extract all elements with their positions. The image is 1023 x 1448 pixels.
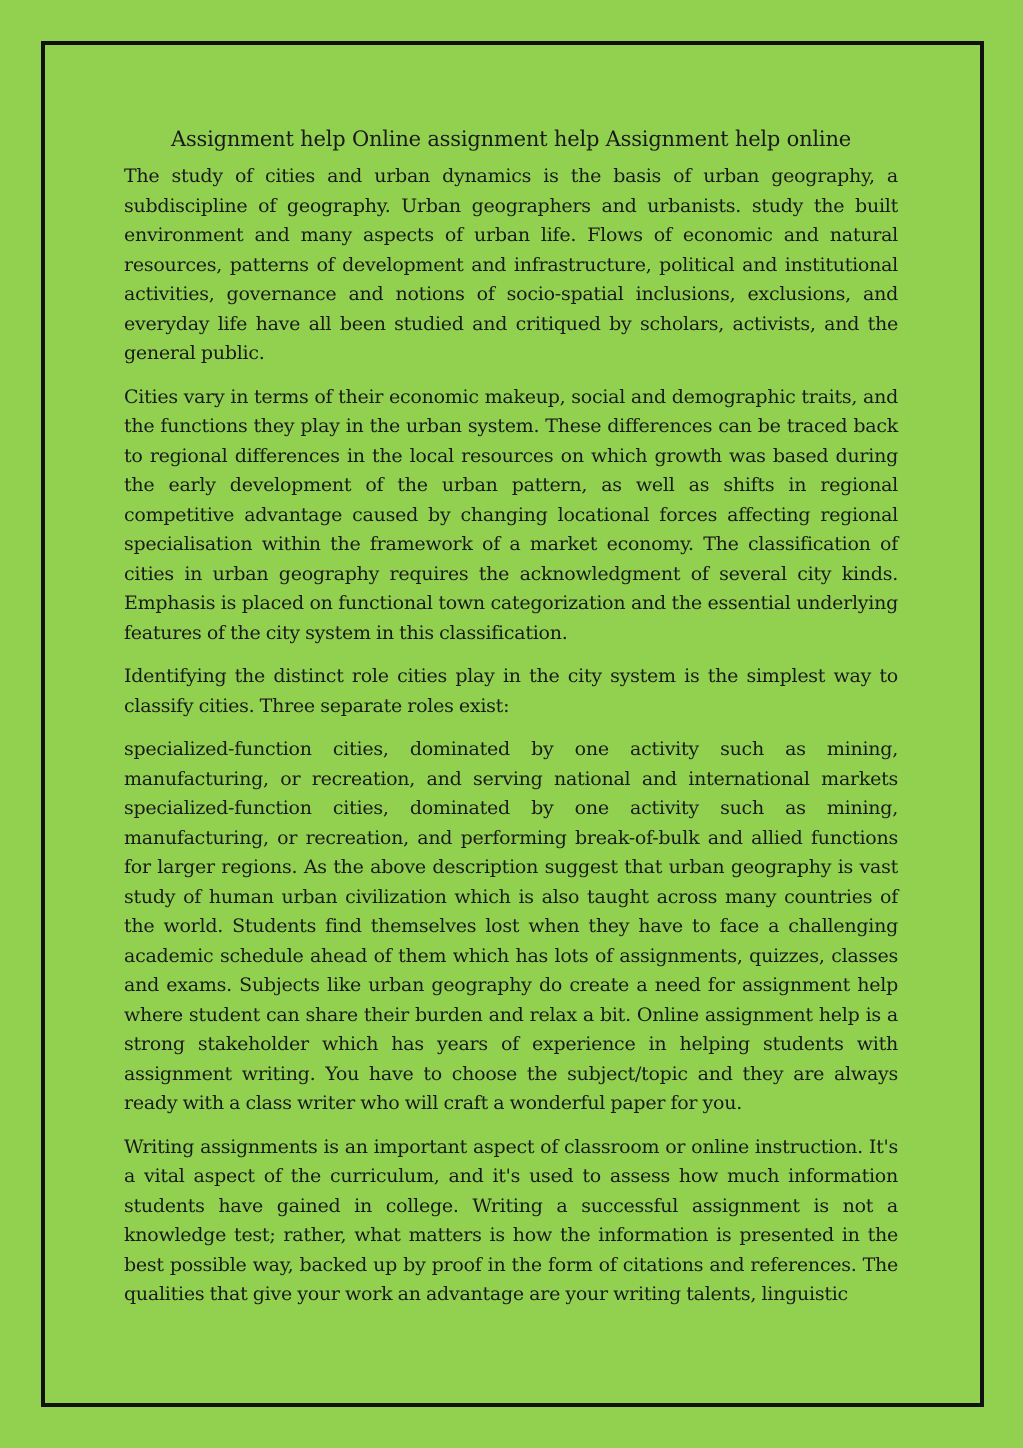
paragraph-city-roles: Identifying the distinct role cities play in the city system is the simplest way to classify cities. Three separate roles exist: bbox=[124, 665, 898, 717]
paragraph-1-text-end: a subdiscipline of geography. Urban geographers and urbanists. study the built environment and many aspects of urban life. Flows of economic and natural resources, patterns of development and infrastructure, political and institutional activities, governance and notions of socio-spatial inclusions, exclusions, and everyday life have all been studied and critiqued by scholars, activists, and the general public. bbox=[124, 165, 898, 364]
urban-geography-link[interactable]: urban geography, bbox=[703, 165, 875, 187]
document-body bbox=[124, 122, 898, 1324]
paragraph-1-text-start: The study of cities and urban dynamics is the basis of bbox=[124, 165, 704, 187]
paragraph-city-variation: Cities vary in terms of their economic makeup, social and demographic traits, and the functions they play in the urban system. These differences can be traced back to regional differences in the local resources on which growth was based during the early development of the urban pattern, as well as shifts in regional competitive advantage caused by changing locational forces affecting regional specialisation within the framework of a market economy. The classification of cities in urban geography requires the acknowledgment of several city kinds. Emphasis is placed on functional town categorization and the essential underlying features of the city system in this classification. bbox=[124, 385, 898, 644]
paragraph-writing-assignments: Writing assignments is an important aspect of classroom or online instruction. It's a vital aspect of the curriculum, and it's used to assess how much information students have gained in college. Writing a successful assignment is not a knowledge test; rather, what matters is how the information is presented in the best possible way, backed up by proof in the form of citations and references. The qualities that give your work an advantage are your writing talents, linguistic bbox=[124, 1135, 898, 1305]
paragraph-specialized-function: specialized-function cities, dominated by one activity such as mining, manufacturing, or recreation, and serving national and international markets specialized-function cities, dominated by one activity such as mining, manufacturing, or recreation, and performing break-of-bulk and allied functions for larger regions. As the above description suggest that urban geography is vast study of human urban civilization which is also taught across many countries of the world. Students find themselves lost when they have to face a challenging academic schedule ahead of them which has lots of assignments, quizzes, classes and exams. Subjects like urban geography do create a need for assignment help where student can share their burden and relax a bit. Online assignment help is a strong stakeholder which has years of experience in helping students with assignment writing. You have to choose the subject/topic and they are always ready with a class writer who will craft a wonderful paper for you. bbox=[124, 738, 898, 1114]
paragraph-urban-geography bbox=[124, 162, 898, 369]
document-title: Assignment help Online assignment help Assignment help online bbox=[170, 127, 852, 151]
